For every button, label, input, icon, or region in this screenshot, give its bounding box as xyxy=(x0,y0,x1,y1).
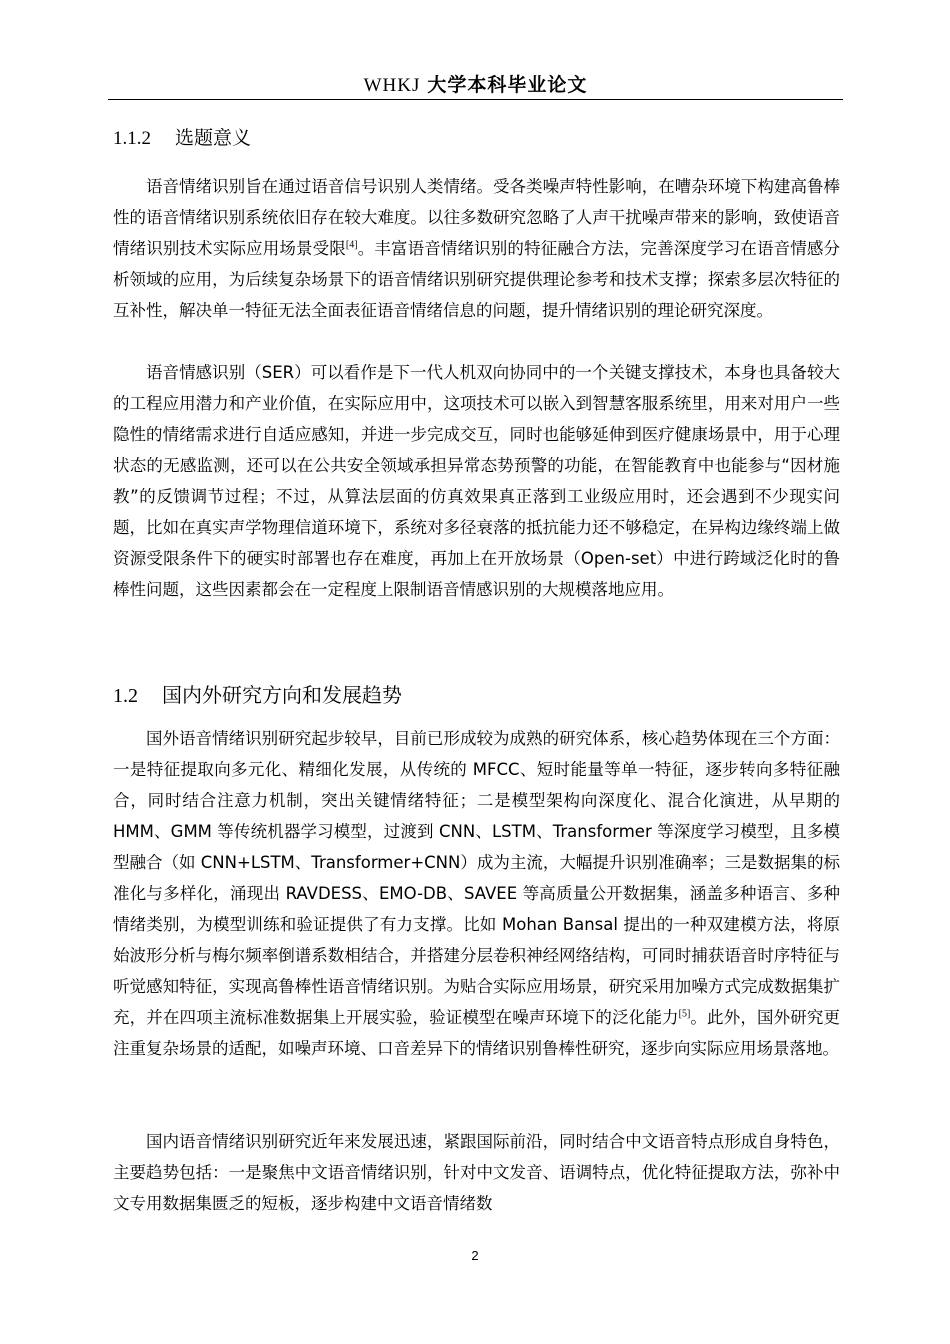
section-title: 选题意义 xyxy=(175,127,252,149)
body-paragraph xyxy=(113,357,840,605)
header-title-latin: WHKJ xyxy=(363,75,421,96)
header-title-cjk: 大学本科毕业论文 xyxy=(427,74,588,96)
body-paragraph xyxy=(113,1126,840,1219)
paragraph-text: 国外语音情绪识别研究起步较早，目前已形成较为成熟的研究体系，核心趋势体现在三个方面：一是特征提取向多元化、精细化发展，从传统的 MFCC、短时能量等单一特征，逐步转向多特征融合，同时结合注意力机制，突出关键情绪特征；二是模型架构向深度化、混合化演进，从早期的 HMM、GMM 等传统机器学习模型，过渡到 CNN、LSTM、Transformer 等深度学习模型，且多模型融合（如 CNN+LSTM、Transformer+CNN）成为主流，大幅提升识别准确率；三是数据集的标准化与多样化，涌现出 RAVDESS、EMO-DB、SAVEE 等高质量公开数据集，涵盖多种语言、多种情绪类别，为模型训练和验证提供了有力支撑。比如 Mohan Bansal 提出的一种双建模方法，将原始波形分析与梅尔频率倒谱系数相结合，并搭建分层卷积神经网络结构，可同时捕获语音时序特征与听觉感知特征，实现高鲁棒性语音情绪识别。为贴合实际应用场景，研究采用加噪方式完成数据集扩充，并在四项主流标准数据集上开展实验，验证模型在噪声环境下的泛化能力 xyxy=(113,729,840,1027)
running-header xyxy=(108,72,843,99)
header-rule xyxy=(108,99,843,100)
page-number: 2 xyxy=(471,1248,479,1263)
body-paragraph xyxy=(113,171,840,326)
section-heading-1-2 xyxy=(113,680,402,711)
paragraph-text: 语音情绪识别旨在通过语音信号识别人类情绪。受各类噪声特性影响，在嘈杂环境下构建高鲁棒性的语音情绪识别系统依旧存在较大难度。以往多数研究忽略了人声干扰噪声带来的影响，致使语音情绪识别技术实际应用场景受限 xyxy=(113,177,840,258)
body-paragraph xyxy=(113,723,840,1064)
citation-ref: [5] xyxy=(678,1008,691,1020)
paragraph-text: 国内语音情绪识别研究近年来发展迅速，紧跟国际前沿，同时结合中文语音特点形成自身特色，主要趋势包括：一是聚焦中文语音情绪识别，针对中文发音、语调特点，优化特征提取方法，弥补中文专用数据集匮乏的短板，逐步构建中文语音情绪数 xyxy=(113,1132,840,1213)
section-heading-1-1-2 xyxy=(113,124,251,153)
section-title: 国内外研究方向和发展趋势 xyxy=(162,683,402,707)
section-number: 1.2 xyxy=(113,685,138,707)
paragraph-text: 。丰富语音情绪识别的特征融合方法，完善深度学习在语音情感分析领域的应用，为后续复杂场景下的语音情绪识别研究提供理论参考和技术支撑；探索多层次特征的互补性，解决单一特征无法全面表征语音情绪信息的问题，提升情绪识别的理论研究深度。 xyxy=(113,239,841,320)
paragraph-text: 。此外，国外研究更注重复杂场景的适配，如噪声环境、口音差异下的情绪识别鲁棒性研究，逐步向实际应用场景落地。 xyxy=(113,1008,841,1058)
section-number: 1.1.2 xyxy=(113,128,151,149)
citation-ref: [4] xyxy=(345,239,358,251)
paragraph-text: 语音情感识别（SER）可以看作是下一代人机双向协同中的一个关键支撑技术，本身也具备较大的工程应用潜力和产业价值，在实际应用中，这项技术可以嵌入到智慧客服系统里，用来对用户一些隐性的情绪需求进行自适应感知，并进一步完成交互，同时也能够延伸到医疗健康场景中，用于心理状态的无感监测，还可以在公共安全领域承担异常态势预警的功能，在智能教育中也能参与“因材施教”的反馈调节过程；不过，从算法层面的仿真效果真正落到工业级应用时，还会遇到不少现实问题，比如在真实声学物理信道环境下，系统对多径衰落的抵抗能力还不够稳定，在异构边缘终端上做资源受限条件下的硬实时部署也存在难度，再加上在开放场景（Open-set）中进行跨域泛化时的鲁棒性问题，这些因素都会在一定程度上限制语音情感识别的大规模落地应用。 xyxy=(113,363,840,599)
